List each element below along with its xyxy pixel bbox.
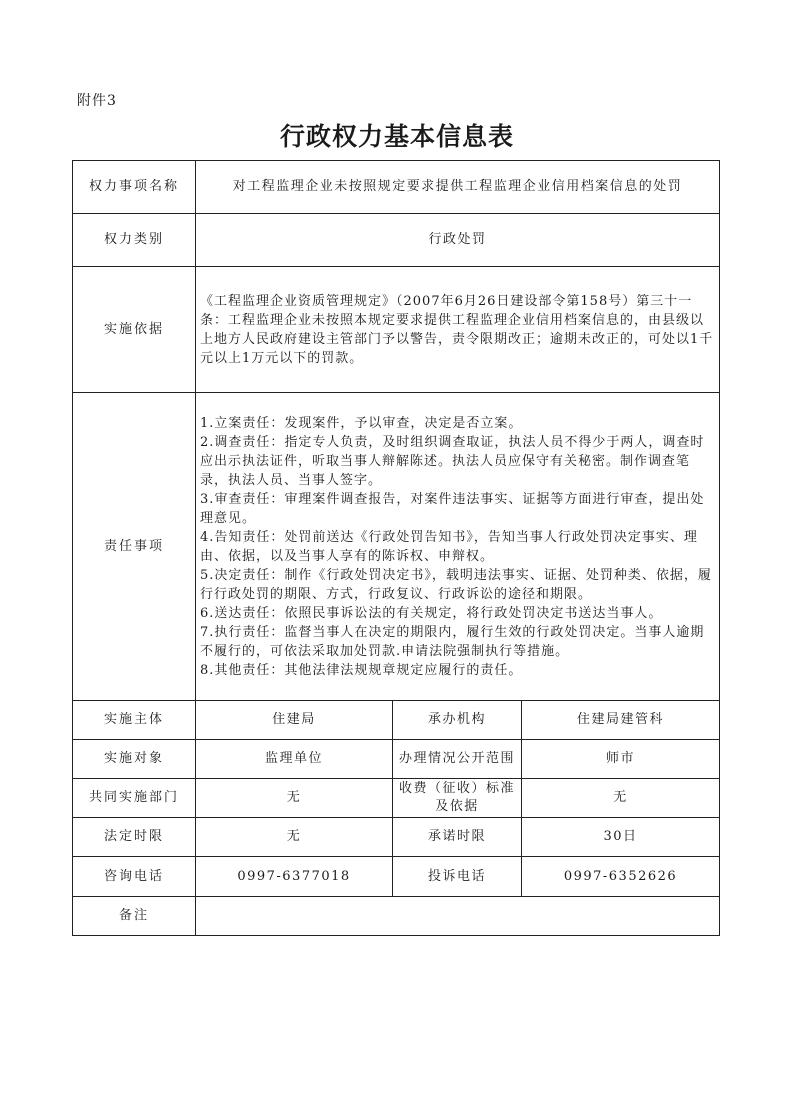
joint-department-label: 共同实施部门 xyxy=(73,779,196,818)
handling-agency-label: 承办机构 xyxy=(393,701,522,740)
row-implementing-body xyxy=(73,701,720,740)
disclosure-scope-label: 办理情况公开范围 xyxy=(393,740,522,779)
responsibility-item: 3.审查责任：审理案件调查报告，对案件违法事实、证据等方面进行审查，提出处理意见。 xyxy=(200,491,705,526)
target-value: 监理单位 xyxy=(196,740,393,779)
row-responsibilities xyxy=(73,393,720,701)
consult-phone-label: 咨询电话 xyxy=(73,857,196,897)
responsibilities-value xyxy=(196,393,720,701)
row-joint-department xyxy=(73,779,720,818)
row-target xyxy=(73,740,720,779)
responsibility-item: 6.送达责任：依照民事诉讼法的有关规定，将行政处罚决定书送达当事人。 xyxy=(200,605,663,621)
consult-phone-value: 0997-6377018 xyxy=(196,857,393,897)
legal-time-limit-value: 无 xyxy=(196,818,393,857)
disclosure-scope-value: 师市 xyxy=(522,740,720,779)
legal-time-limit-label: 法定时限 xyxy=(73,818,196,857)
handling-agency-value: 住建局建管科 xyxy=(522,701,720,740)
row-legal-basis xyxy=(73,267,720,393)
power-category-label: 权力类别 xyxy=(73,214,196,267)
responsibility-item: 7.执行责任：监督当事人在决定的期限内，履行生效的行政处罚决定。当事人逾期不履行的，可依法采取加处罚款.申请法院强制执行等措施。 xyxy=(200,624,705,659)
power-name-value: 对工程监理企业未按照规定要求提供工程监理企业信用档案信息的处罚 xyxy=(196,161,720,214)
responsibility-item: 5.决定责任：制作《行政处罚决定书》，载明违法事实、证据、处罚种类、依据，履行行政处罚的期限、方式，行政复议、行政诉讼的途径和期限。 xyxy=(200,567,712,602)
responsibility-item: 1.立案责任：发现案件，予以审查，决定是否立案。 xyxy=(200,415,523,431)
responsibility-item: 4.告知责任：处罚前送达《行政处罚告知书》，告知当事人行政处罚决定事实、理由、依据，以及当事人享有的陈诉权、申辩权。 xyxy=(200,529,698,564)
responsibility-item: 2.调查责任：指定专人负责，及时组织调查取证，执法人员不得少于两人，调查时应出示执法证件，听取当事人辩解陈述。执法人员应保守有关秘密。制作调查笔录，执法人员、当事人签字。 xyxy=(200,434,705,488)
joint-department-value: 无 xyxy=(196,779,393,818)
document-title: 行政权力基本信息表 xyxy=(279,122,514,151)
power-category-value: 行政处罚 xyxy=(196,214,720,267)
row-power-category xyxy=(73,214,720,267)
complaint-phone-label: 投诉电话 xyxy=(393,857,522,897)
promised-time-limit-value: 30日 xyxy=(522,818,720,857)
complaint-phone-value: 0997-6352626 xyxy=(522,857,720,897)
fee-standard-label: 收费（征收）标准及依据 xyxy=(393,779,522,818)
responsibility-item: 8.其他责任：其他法律法规规章规定应履行的责任。 xyxy=(200,662,523,678)
row-power-name xyxy=(73,161,720,214)
implementing-body-value: 住建局 xyxy=(196,701,393,740)
legal-basis-label: 实施依据 xyxy=(73,267,196,393)
implementing-body-label: 实施主体 xyxy=(73,701,196,740)
attachment-label: 附件3 xyxy=(77,93,117,109)
responsibilities-label: 责任事项 xyxy=(73,393,196,701)
legal-basis-value: 《工程监理企业资质管理规定》（2007年6月26日建设部令第158号）第三十一条：工程监理企业未按照本规定要求提供工程监理企业信用档案信息的，由县级以上地方人民政府建设主管部门予以警告，责令限期改正；逾期未改正的，可处以1千元以上1万元以下的罚款。 xyxy=(196,267,720,393)
promised-time-limit-label: 承诺时限 xyxy=(393,818,522,857)
row-remarks xyxy=(73,897,720,936)
power-info-table xyxy=(72,160,720,936)
row-phones xyxy=(73,857,720,897)
remarks-label: 备注 xyxy=(73,897,196,936)
row-time-limit xyxy=(73,818,720,857)
remarks-value xyxy=(196,897,720,936)
target-label: 实施对象 xyxy=(73,740,196,779)
fee-standard-value: 无 xyxy=(522,779,720,818)
power-name-label: 权力事项名称 xyxy=(73,161,196,214)
